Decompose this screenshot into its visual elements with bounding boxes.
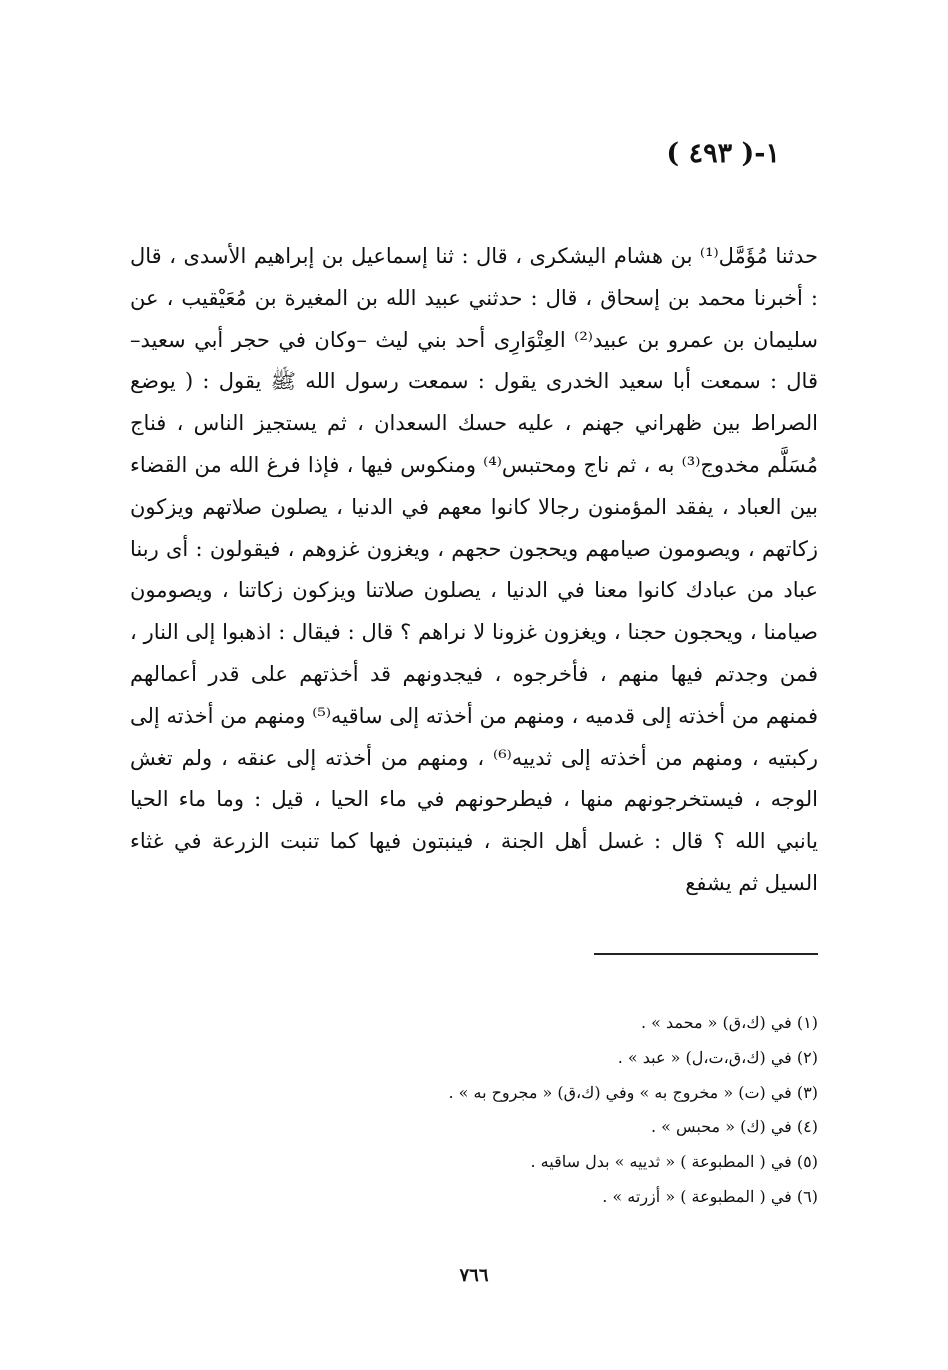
- hadith-number: ١-( ٤٩٣ ): [666, 138, 780, 169]
- footnote-4: (٤) في (ك) « محبس » .: [650, 1117, 818, 1137]
- footnote-5: (٥) في ( المطبوعة ) « ثدييه » بدل ساقيه .: [530, 1152, 818, 1172]
- footnote-1: (١) في (ك،ق) « محمد » .: [640, 1013, 818, 1032]
- footnote-2: (٢) في (ك،ق،ت،ل) « عبد » .: [617, 1047, 818, 1067]
- footnotes-list: [130, 1006, 818, 1215]
- page-number: ٧٦٦: [459, 1265, 489, 1286]
- hadith-text: حدثنا مُؤَمَّل⁽¹⁾ بن هشام اليشكرى ، قال : ثنا إسماعيل بن إبراهيم الأسدى ، قال : أخبرنا محمد بن إسحاق ، قال : حدثني عبيد الله بن المغيرة بن مُعَيْقيب ، عن سليمان بن عمرو بن عبيد⁽²⁾ العِتْوَارِى أحد بني ليث –وكان في حجر أبي سعيد– قال : سمعت أبا سعيد الخدرى يقول : سمعت رسول الله ﷺ يقول : ( يوضع الصراط بين ظهراني جهنم ، عليه حسك السعدان ، ثم يستجيز الناس ، فناج مُسَلَّم مخدوج⁽³⁾ به ، ثم ناج ومحتبس⁽⁴⁾ ومنكوس فيها ، فإذا فرغ الله من القضاء بين العباد ، يفقد المؤمنون رجالا كانوا معهم في الدنيا ، يصلون صلاتهم ويزكون زكاتهم ، ويصومون صيامهم ويحجون حجهم ، ويغزون غزوهم ، فيقولون : أى ربنا عباد من عبادك كانوا معنا في الدنيا ، يصلون صلاتنا ويزكون زكاتنا ، ويصومون صيامنا ، ويحجون حجنا ، ويغزون غزونا لا نراهم ؟ قال : فيقال : اذهبوا إلى النار ، فمن وجدتم فيها منهم ، فأخرجوه ، فيجدونهم قد أخذتهم على قدر أعمالهم فمنهم من أخذته إلى قدميه ، ومنهم من أخذته إلى ساقيه⁽⁵⁾ ومنهم من أخذته إلى ركبتيه ، ومنهم من أخذته إلى ثدييه⁽⁶⁾ ، ومنهم من أخذته إلى عنقه ، ولم تغش الوجه ، فيستخرجونهم منها ، فيطرحونهم في ماء الحيا ، قيل : وما ماء الحيا يانبي الله ؟ قال : غسل أهل الجنة ، فينبتون فيها كما تنبت الزرعة في غثاء السيل ثم يشفع: [130, 244, 818, 895]
- footnote-divider: [594, 953, 818, 955]
- footnote-3: (٣) في (ت) « مخروج به » وفي (ك،ق) « مجروح به » .: [448, 1082, 818, 1102]
- footnote-6: (٦) في ( المطبوعة ) « أزرته » .: [602, 1186, 818, 1206]
